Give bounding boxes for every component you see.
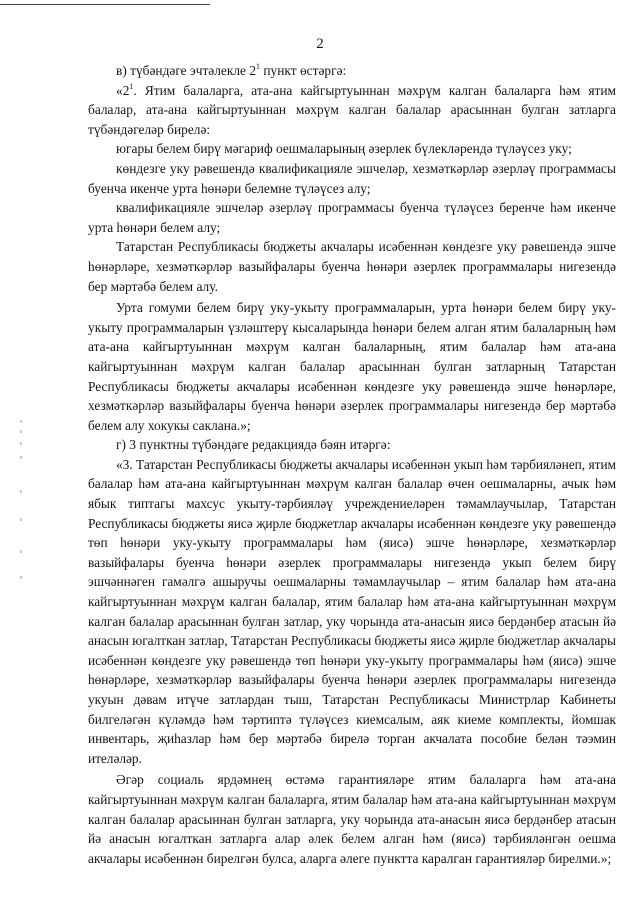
top-rule: [0, 4, 210, 5]
scan-margin-marks: [20, 420, 22, 580]
item-v-quote: «$2^1$. Ятим балаларга, ата-ана кайгыртуыннан мәхрүм калган балаларга һәм ятим балалар, ата-ана кайгыртуыннан мәхрүм калган балалар арасыннан булган затларга түбәндәгеләр бирелә:: [88, 81, 616, 137]
list-item: Татарстан Республикасы бюджеты акчалары исәбеннән көндезге уку рәвешендә эшче һөнәрләре, хезмәткәрләр вазыйфалары буенча һөнәри әзерлек программалары нигезендә бер мәртәбә белем алу.: [88, 239, 616, 294]
point-3-text: «3. Татарстан Республикасы бюджеты акчалары исәбеннән укып һәм тәрбияләнеп, ятим балалар һәм ата-ана кайгыртуыннан мәхрүм калган балалар өчен оешмаларны, ачык һәм ябык типтагы махсус укыту-тәрбияләү учреждениеләрен тәмамлаучылар, Татарстан Республикасы бюджеты яисә җирле бюджетлар акчалары исәбеннән көндезге уку рәвешендә төп һөнәри уку-укыту программалары һәм (яисә) эшче һөнәрләре, хезмәткәрләр вазыйфалары буенча һөнәри әзерлек программалары нигезендә укып белем бирү эшчәннәген гамәлгә ашыручы оешмаларны тәмамлаучылар – ятим балалар һәм ата-ана кайгыртуыннан мәхрүм калган балалар, ятим балалар һәм ата-ана кайгыртуыннан мәхрүм калган балалар арасыннан булган затлар, уку чорында ата-анасын яисә бердәнбер атасын йә анасын югалткан затлар, Татарстан Республикасы бюджеты яисә җирле бюджетлар акчалары исәбеннән көндезге уку рәвешендә төп һөнәри уку-укыту программалары һәм (яисә) эшче һөнәрләре, хезмәткәрләр вазыйфалары буенча һөнәри әзерлек программалары нигезендә укуын дәвам итүче затлардан тыш, Татарстан Республикасы Министрлар Кабинеты билгеләгән күләмдә һәм тәртиптә түләүсез киемсалым, аяк киеме комплекты, йомшак инвентарь, җиһазлар һәм бер мәртәбә бирелә торган акчалата пособие белән тәэмин ителәләр.: [88, 456, 616, 766]
item-v-intro: в) түбәндәге эчтәлекле $2^1$ пункт өстәргә:: [116, 62, 347, 78]
item-g-intro: г) 3 пунктны түбәндәге редакциядә бәян итәргә:: [116, 437, 391, 453]
list-item: югары белем бирү мәгариф оешмаларының әзерлек бүлекләрендә түләүсез уку;: [116, 141, 572, 157]
list-item: квалификацияле эшчеләр әзерләү программасы буенча түләүсез беренче һәм икенче урта һөнәри белем алу;: [88, 200, 616, 235]
paragraph-retain-right: Урта гомуми белем бирү уку-укыту программаларын, урта һөнәри белем бирү уку-укыту программаларын үзләштерү кысаларында һөнәри белем алган ятим балаларның һәм ата-ана кайгыртуыннан мәхрүм калган балаларның, ятим балалар һәм ата-ана кайгыртуыннан мәхрүм калган балалар арасыннан булган затларның Татарстан Республикасы бюджеты акчалары исәбеннән көндезге уку рәвешендә эшче һөнәрләре, хезмәткәрләр вазыйфалары буенча һөнәри әзерлек программалары нигезендә бер мәртәбә белем алу хокукы саклана.»;: [88, 300, 616, 433]
paragraph-final: Әгәр социаль ярдәмнең өстәмә гарантияләре ятим балаларга һәм ата-ана кайгыртуыннан мәхрүм калган балаларга, ятим балалар һәм ата-ана кайгыртуыннан мәхрүм калган балалар арасыннан булган затларга, уку чорында ата-анасын яисә бердәнбер атасын йә анасын югалткан затларга алар әлек белем алган һәм (яисә) тәрбияләнгән оешма акчалары исәбеннән бирелгән булса, аларга әлеге пунктта каралган гарантияләр бирелми.»;: [88, 772, 616, 866]
list-item: көндезге уку рәвешендә квалификацияле эшчеләр, хезмәткәрләр әзерләү программасы буенча икенче урта һөнәри белемне түләүсез алу;: [88, 160, 616, 196]
page-number: 2: [316, 36, 324, 52]
document-body: [88, 61, 616, 868]
